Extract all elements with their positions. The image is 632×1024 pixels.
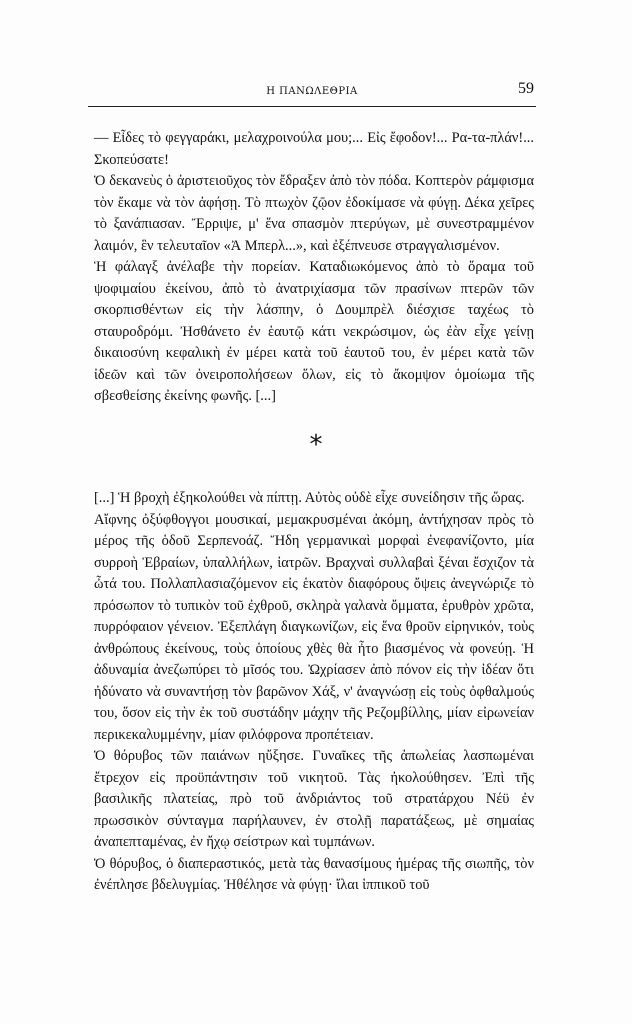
paragraph: Αἴφνης ὀξύφθογγοι μουσικαί, μεμακρυσμέναι ἀκόμη, ἀντήχησαν πρὸς τὸ μέρος τῆς ὁδοῦ Σερπενοάζ. Ἤδη γερμανικαὶ μορφαὶ ἐνεφανίζοντο, μία συρροὴ Ἑβραίων, ὑπαλλήλων, ἰατρῶν. Βραχναὶ συλλαβαὶ ξέναι ἔσχιζον τὰ ὦτά του. Πολλαπλασιαζόμενον εἰς ἑκατὸν διαφόρους ὄψεις ἀνεγνώριζε τὸ πρόσωπον τὸ τυπικὸν τοῦ ἐχθροῦ, σκληρὰ γαλανὰ ὄμματα, ἐρυθρὸν χρῶτα, πυρρόφαιον γένειον. Ἐξεπλάγη διαγκωνίζων, εἰς ἕνα θροῦν εἰρηνικόν, τοὺς ἀνθρώπους ἐκείνους, τοὺς ὁποίους χθὲς θὰ ἦτο βιασμένος νὰ φονεύῃ. Ἡ ἀδυναμία ἀνεζωπύρει τὸ μῖσός του. Ὠχρίασεν ἀπὸ πόνον εἰς τὴν ἰδέαν ὅτι ἠδύνατο νὰ συναντήσῃ τὸν βαρῶνον Χάξ, ν' ἀναγνώσῃ εἰς τοὺς ὀφθαλμούς του, ὅσον εἰς τὴν ἐκ τοῦ συστάδην μάχην τῆς Ρεζομβίλλης, μίαν εἰρωνείαν περικεκαλυμμένην, μίαν φιλόφρονα προπέτειαν.: [94, 511, 534, 743]
page-number: 59: [518, 80, 534, 97]
section-separator: *: [309, 430, 323, 460]
paragraph: — Εἶδες τὸ φεγγαράκι, μελαχροινούλα μου;... Εἰς ἔφοδον!... Ρα-τα-πλάν!... Σκοπεύσατε!: [94, 130, 534, 168]
running-title: Η ΠΑΝΩΛΕΘΡΙΑ: [266, 86, 358, 97]
paragraph: Ἡ φάλαγξ ἀνέλαβε τὴν πορείαν. Καταδιωκόμενος ἀπὸ τὸ ὅραμα τοῦ ψοφιμαίου ἐκείνου, ἀπὸ τὸ ἀνατριχίασμα τῶν πρασίνων πτερῶν τῶν σκορπισθέντων εἰς τὴν λάσπην, ὁ Δουμπρὲλ διέσχισε ταχέως τὸ σταυροδρόμι. Ἠσθάνετο ἐν ἑαυτῷ κάτι νεκρώσιμον, ὡς ἐὰν εἶχε γείνῃ δικαιοσύνη κεφαλικὴ ἐν μέρει κατὰ τοῦ ἑαυτοῦ του, ἐν μέρει κατὰ τῶν ἰδεῶν καὶ τῶν ὀνειροπολήσεων ὅλων, εἰς τὸ ἄκομψον ὁμοίωμα τῆς σβεσθείσης ἐκείνης φωνῆς. [...]: [94, 259, 534, 404]
paragraph: Ὁ θόρυβος, ὁ διαπεραστικός, μετὰ τὰς θανασίμους ἡμέρας τῆς σιωπῆς, τὸν ἐνέπλησε βδελυγμίας. Ἠθέλησε νὰ φύγῃ· ἴλαι ἱππικοῦ τοῦ: [94, 855, 534, 893]
text-section-1: [94, 128, 534, 408]
paragraph: Ὁ δεκανεὺς ὁ ἀριστειοῦχος τὸν ἔδραξεν ἀπὸ τὸν πόδα. Κοπτερὸν ράμφισμα τὸν ἔκαμε νὰ τὸν ἀφήσῃ. Τὸ πτωχὸν ζῷον ἐδοκίμασε νὰ φύγῃ. Δέκα χεῖρες τὸ ξανάπιασαν. Ἔρριψε, μ' ἕνα σπασμὸν πτερύγων, μὲ συνεστραμμένον λαιμόν, ἓν τελευταῖον «Ἀ Μπερλ...», καὶ ἐξέπνευσε στραγγαλισμένον.: [94, 173, 534, 254]
text-section-2: [94, 488, 534, 897]
paragraph: [...] Ἡ βροχὴ ἐξηκολούθει νὰ πίπτῃ. Αὐτὸς οὐδὲ εἶχε συνείδησιν τῆς ὥρας.: [94, 490, 525, 506]
header-rule: [88, 106, 536, 107]
page-header: [90, 82, 534, 104]
paragraph: Ὁ θόρυβος τῶν παιάνων ηὔξησε. Γυναῖκες τῆς ἀπωλείας λασπωμέναι ἔτρεχον εἰς προϋπάντησιν τοῦ νικητοῦ. Τὰς ἠκολούθησεν. Ἐπὶ τῆς βασιλικῆς πλατείας, πρὸ τοῦ ἀνδριάντος τοῦ στρατάρχου Νέϋ ἐν πρωσσικὸν σύνταγμα παρήλαυνεν, ἐν στολῇ παρατάξεως, μὲ σημαίας ἀναπεπταμένας, ἐν ἤχῳ σείστρων καὶ τυμπάνων.: [94, 748, 534, 850]
